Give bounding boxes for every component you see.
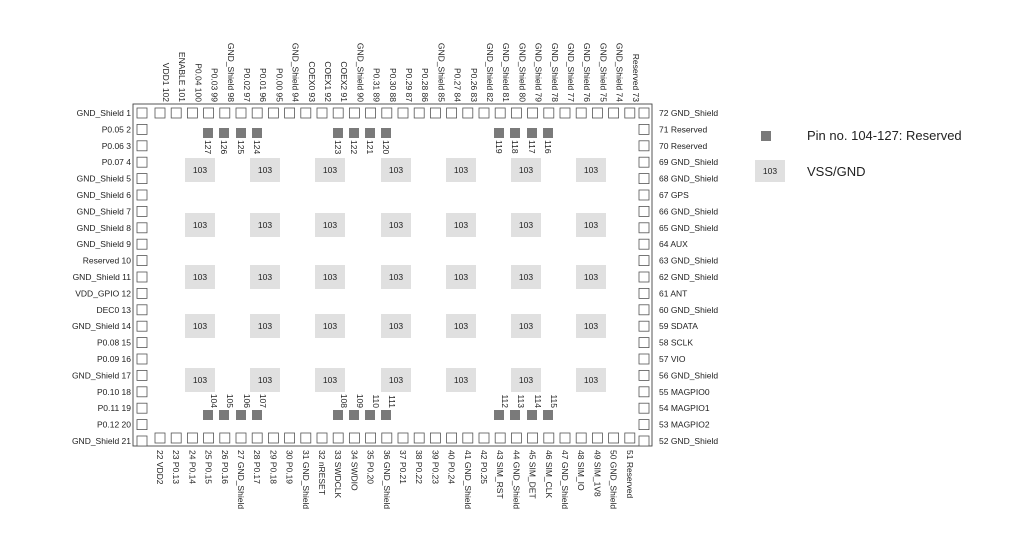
reserved-pad-top [543, 128, 553, 138]
gnd-pad-label: 103 [322, 375, 338, 385]
top-pin-label: GND_Shield 76 [582, 42, 593, 102]
bottom-pin-pad [414, 433, 424, 443]
left-pin-label: GND_Shield 17 [71, 370, 131, 381]
bottom-pin-pad [187, 433, 197, 443]
bottom-pin-pad [625, 433, 635, 443]
reserved-pad-top [527, 128, 537, 138]
top-pin-pad [171, 108, 181, 118]
right-pin-pad [639, 436, 649, 446]
left-pin-label: GND_Shield 8 [76, 222, 131, 233]
reserved-pad-top [365, 128, 375, 138]
top-pin-label: GND_Shield 98 [225, 42, 236, 103]
left-pin-pad [137, 354, 147, 364]
bottom-pin-pad [592, 433, 602, 443]
right-pin-pad [639, 256, 649, 266]
bottom-pin-label: 42 P0.25 [479, 450, 489, 485]
reserved-pad-bottom [494, 410, 504, 420]
bottom-pin-pad [252, 433, 262, 443]
top-pin-pad [220, 108, 230, 118]
right-pin-label: 55 MAGPIO0 [659, 386, 710, 397]
right-pin-label: 67 GPS [659, 190, 689, 200]
gnd-pad-label: 103 [453, 321, 469, 331]
left-pin-label: Reserved 10 [82, 255, 131, 266]
bottom-pin-pad [430, 433, 440, 443]
bottom-pin-label: 33 SWDCLK [333, 450, 344, 499]
bottom-pin-label: 31 GND_Shield [300, 450, 311, 510]
bottom-pin-label: 24 P0.14 [187, 450, 198, 485]
left-pin-label: P0.11 19 [97, 403, 131, 414]
legend-gnd [755, 160, 866, 182]
right-pin-pad [639, 223, 649, 233]
bottom-pin-label: 41 GND_Shield [462, 450, 473, 510]
bottom-pin-pad [236, 433, 246, 443]
right-pin-pad [639, 174, 649, 184]
bottom-pin-pad [447, 433, 457, 443]
left-pin-pad [137, 223, 147, 233]
top-pin-pad [317, 108, 327, 118]
bottom-pin-pad [576, 433, 586, 443]
left-pin-pad [137, 370, 147, 380]
top-pin-pad [479, 108, 489, 118]
reserved-pad-label: 110 [371, 394, 381, 408]
gnd-pad-label: 103 [453, 375, 469, 385]
bottom-pin-pad [544, 433, 554, 443]
right-pin-label: 53 MAGPIO2 [659, 419, 710, 430]
bottom-pin-pad [609, 433, 619, 443]
left-pin-label: GND_Shield 14 [71, 321, 131, 332]
gnd-pad-label: 103 [257, 272, 273, 282]
left-pin-label: DEC0 13 [96, 304, 131, 315]
bottom-pin-pad [463, 433, 473, 443]
top-pin-label: GND_Shield 90 [355, 42, 366, 102]
legend-gnd-text: VSS/GND [807, 163, 866, 179]
left-pin-label: P0.05 2 [101, 124, 131, 135]
top-pin-label: GND_Shield 79 [533, 42, 544, 102]
top-pin-pad [398, 108, 408, 118]
bottom-pin-label: 40 P0.24 [446, 450, 457, 485]
right-pin-label: 61 ANT [659, 288, 688, 299]
bottom-pin-pad [479, 433, 489, 443]
reserved-pad-bottom [365, 410, 375, 420]
bottom-pin-label: 26 P0.16 [219, 450, 230, 485]
left-pin-label: VDD_GPIO 12 [75, 288, 131, 299]
reserved-pad-bottom [349, 410, 359, 420]
gnd-pad-label: 103 [583, 165, 599, 175]
right-pin-label: 58 SCLK [659, 337, 694, 348]
bottom-pin-label: 23 P0.13 [171, 450, 182, 485]
top-pin-label: GND_Shield 81 [501, 42, 512, 102]
right-pin-label: 62 GND_Shield [659, 272, 719, 282]
right-pin-pad [639, 370, 649, 380]
bottom-pin-label: 48 SIM_IO [576, 450, 587, 491]
top-pin-pad [528, 108, 538, 118]
reserved-pad-top [381, 128, 391, 138]
right-pin-label: 69 GND_Shield [659, 157, 719, 168]
gnd-pad-label: 103 [322, 272, 338, 282]
reserved-pad-label: 126 [219, 140, 229, 155]
reserved-pad-top [494, 128, 504, 138]
gnd-pad-label: 103 [192, 272, 208, 282]
reserved-pad-bottom [333, 410, 343, 420]
top-pin-label: VDD1 102 [161, 62, 171, 102]
reserved-pad-top [252, 128, 262, 138]
bottom-pin-pad [382, 433, 392, 443]
bottom-pin-label: 28 P0.17 [252, 450, 263, 485]
right-pin-label: 54 MAGPIO1 [659, 403, 710, 414]
left-pin-label: GND_Shield 9 [76, 239, 131, 250]
bottom-pin-label: 27 GND_Shield [236, 450, 246, 510]
gnd-pad-label: 103 [583, 220, 599, 230]
gnd-pad-label: 103 [192, 220, 208, 230]
top-pin-label: GND_Shield 85 [436, 42, 447, 102]
top-pin-label: P0.28 86 [420, 67, 431, 102]
right-pin-pad [639, 305, 649, 315]
bottom-pin-label: 30 P0.19 [284, 450, 295, 485]
bottom-pin-pad [171, 433, 181, 443]
top-pin-label: GND_Shield 94 [290, 42, 301, 102]
left-pin-label: P0.06 3 [101, 140, 131, 151]
reserved-pad-label: 122 [349, 140, 359, 155]
top-pin-pad [366, 108, 376, 118]
top-pin-label: GND_Shield 82 [485, 42, 495, 102]
gnd-pad-label: 103 [583, 321, 599, 331]
reserved-pad-top [236, 128, 246, 138]
bottom-pin-pad [349, 433, 359, 443]
reserved-pad-label: 124 [252, 140, 262, 155]
gnd-pad-label: 103 [322, 321, 338, 331]
left-pin-pad [137, 256, 147, 266]
right-pin-pad [639, 338, 649, 348]
reserved-pad-bottom [543, 410, 553, 420]
top-pin-label: GND_Shield 75 [598, 42, 609, 102]
top-pin-label: P0.02 97 [242, 67, 252, 102]
gnd-swatch: 103 [755, 160, 785, 182]
top-pin-label: COEX1 92 [323, 61, 333, 102]
top-pin-pad [333, 108, 343, 118]
left-pin-pad [137, 124, 147, 134]
reserved-pad-label: 104 [209, 393, 219, 408]
bottom-pin-label: 49 SIM_1V8 [592, 450, 603, 497]
reserved-pad-bottom [510, 410, 520, 420]
bottom-pin-pad [317, 433, 327, 443]
top-pin-pad [560, 108, 570, 118]
top-pin-pad [447, 108, 457, 118]
reserved-pad-top [333, 128, 343, 138]
reserved-pad-bottom [527, 410, 537, 420]
bottom-pin-label: 25 P0.15 [203, 450, 214, 485]
top-pin-label: P0.30 88 [387, 67, 398, 102]
bottom-pin-label: 50 GND_Shield [608, 450, 619, 510]
right-pin-pad [639, 387, 649, 397]
top-pin-pad [544, 108, 554, 118]
right-pin-pad [639, 354, 649, 364]
top-pin-pad [495, 108, 505, 118]
top-pin-pad [285, 108, 295, 118]
left-pin-pad [137, 272, 147, 282]
right-pin-label: 65 GND_Shield [659, 222, 719, 233]
reserved-pad-top [219, 128, 229, 138]
top-pin-pad [349, 108, 359, 118]
bottom-pin-label: 37 P0.21 [398, 450, 408, 485]
bottom-pin-label: 39 P0.23 [430, 450, 441, 485]
reserved-pad-label: 125 [236, 140, 246, 155]
left-pin-pad [137, 305, 147, 315]
right-pin-pad [639, 141, 649, 151]
left-pin-pad [137, 288, 147, 298]
top-pin-label: GND_Shield 77 [566, 42, 576, 102]
top-pin-label: P0.27 84 [452, 67, 463, 102]
left-pin-pad [137, 108, 147, 118]
reserved-pad-top [510, 128, 520, 138]
top-pin-pad [430, 108, 440, 118]
left-pin-pad [137, 321, 147, 331]
bottom-pin-pad [285, 433, 295, 443]
gnd-pad-label: 103 [583, 375, 599, 385]
reserved-pad-label: 105 [225, 393, 235, 408]
top-pin-label: COEX0 93 [306, 61, 317, 102]
right-pin-pad [639, 239, 649, 249]
bottom-pin-label: 32 nRESET [317, 450, 327, 495]
right-pin-label: 60 GND_Shield [659, 304, 719, 315]
bottom-pin-label: 38 P0.22 [414, 450, 425, 485]
top-pin-pad [592, 108, 602, 118]
bottom-pin-pad [511, 433, 521, 443]
reserved-pad-label: 116 [543, 140, 553, 154]
top-pin-pad [252, 108, 262, 118]
bottom-pin-pad [204, 433, 214, 443]
left-pin-pad [137, 239, 147, 249]
top-pin-pad [463, 108, 473, 118]
right-pin-label: 68 GND_Shield [659, 173, 719, 184]
gnd-pad-label: 103 [192, 321, 208, 331]
reserved-pad-top [349, 128, 359, 138]
reserved-pad-bottom [381, 410, 391, 420]
right-pin-pad [639, 403, 649, 413]
bottom-pin-label: 47 GND_Shield [560, 450, 570, 510]
reserved-pad-bottom [236, 410, 246, 420]
legend-reserved [757, 128, 962, 143]
reserved-pad-label: 108 [339, 393, 349, 408]
bottom-pin-pad [333, 433, 343, 443]
right-pin-label: 72 GND_Shield [659, 108, 719, 118]
left-pin-pad [137, 420, 147, 430]
reserved-pad-label: 121 [365, 140, 375, 155]
bottom-pin-label: 35 P0.20 [365, 450, 376, 485]
left-pin-pad [137, 174, 147, 184]
left-pin-pad [137, 190, 147, 200]
bottom-pin-label: 22 VDD2 [155, 450, 165, 485]
gnd-pad-label: 103 [322, 220, 338, 230]
top-pin-label: P0.26 83 [468, 67, 479, 102]
bottom-pin-pad [366, 433, 376, 443]
left-pin-pad [137, 157, 147, 167]
bottom-pin-pad [220, 433, 230, 443]
right-pin-pad [639, 321, 649, 331]
top-pin-pad [576, 108, 586, 118]
left-pin-label: P0.10 18 [96, 386, 131, 397]
bottom-pin-pad [301, 433, 311, 443]
bottom-pin-label: 44 GND_Shield [511, 450, 522, 510]
top-pin-label: GND_Shield 74 [614, 42, 625, 102]
left-pin-label: P0.09 16 [96, 354, 131, 364]
right-pin-label: 71 Reserved [659, 124, 708, 135]
top-pin-label: GND_Shield 80 [517, 42, 528, 102]
bottom-pin-label: 45 SIM_DET [527, 450, 538, 499]
top-pin-pad [301, 108, 311, 118]
right-pin-label: 59 SDATA [659, 321, 698, 332]
gnd-pad-label: 103 [257, 321, 273, 331]
left-pin-pad [137, 141, 147, 151]
left-pin-pad [137, 387, 147, 397]
gnd-pad-label: 103 [388, 220, 404, 230]
legend-reserved-text: Pin no. 104-127: Reserved [807, 128, 962, 143]
gnd-pad-label: 103 [453, 220, 469, 230]
left-pin-pad [137, 206, 147, 216]
bottom-pin-label: 34 SWDIO [349, 450, 360, 491]
top-pin-label: P0.01 96 [258, 67, 269, 102]
gnd-pad-label: 103 [257, 375, 273, 385]
right-pin-pad [639, 206, 649, 216]
gnd-pad-label: 103 [192, 165, 208, 175]
bottom-pin-label: 43 SIM_RST [495, 450, 506, 499]
right-pin-label: 70 Reserved [659, 140, 708, 151]
bottom-pin-pad [398, 433, 408, 443]
top-pin-label: P0.00 95 [274, 67, 285, 102]
gnd-pad-label: 103 [192, 375, 208, 385]
left-pin-label: P0.08 15 [96, 337, 131, 348]
gnd-pad-label: 103 [583, 272, 599, 282]
top-pin-label: P0.03 99 [209, 67, 220, 102]
left-pin-label: P0.12 20 [96, 419, 131, 430]
bottom-pin-pad [560, 433, 570, 443]
left-pin-label: GND_Shield 21 [71, 436, 131, 446]
top-pin-label: GND_Shield 78 [549, 42, 560, 102]
top-pin-label: Reserved 73 [630, 53, 641, 102]
gnd-pad-label: 103 [257, 220, 273, 230]
right-pin-pad [639, 108, 649, 118]
right-pin-pad [639, 420, 649, 430]
top-pin-label: ENABLE 101 [177, 51, 188, 102]
reserved-pad-label: 107 [258, 393, 268, 408]
bottom-pin-label: 51 Reserved [624, 450, 635, 499]
gnd-pad-label: 103 [388, 321, 404, 331]
bottom-pin-pad [495, 433, 505, 443]
reserved-pad-bottom [203, 410, 213, 420]
reserved-pad-top [203, 128, 213, 138]
bottom-pin-pad [528, 433, 538, 443]
reserved-pad-bottom [219, 410, 229, 420]
top-pin-pad [382, 108, 392, 118]
right-pin-label: 57 VIO [659, 354, 686, 364]
right-pin-pad [639, 288, 649, 298]
top-pin-pad [414, 108, 424, 118]
reserved-pad-label: 114 [533, 394, 543, 408]
gnd-pad-label: 103 [518, 165, 534, 175]
top-pin-pad [155, 108, 165, 118]
left-pin-label: GND_Shield 11 [72, 272, 131, 282]
gnd-pad-label: 103 [453, 165, 469, 175]
right-pin-label: 56 GND_Shield [659, 370, 719, 381]
bottom-pin-label: 36 GND_Shield [381, 450, 392, 510]
reserved-pad-label: 113 [516, 394, 526, 408]
reserved-pad-label: 111 [387, 395, 397, 408]
top-pin-pad [609, 108, 619, 118]
reserved-pad-label: 118 [510, 140, 520, 154]
top-pin-label: P0.31 89 [371, 67, 382, 102]
reserved-pad-label: 119 [494, 140, 504, 154]
reserved-pad-bottom [252, 410, 262, 420]
right-pin-label: 63 GND_Shield [659, 255, 719, 266]
left-pin-pad [137, 338, 147, 348]
gnd-pad-label: 103 [453, 272, 469, 282]
top-pin-label: COEX2 91 [339, 61, 350, 102]
bottom-pin-pad [155, 433, 165, 443]
reserved-swatch [761, 131, 771, 141]
gnd-pad-label: 103 [388, 375, 404, 385]
left-pin-label: P0.07 4 [101, 157, 131, 168]
top-pin-pad [511, 108, 521, 118]
left-pin-pad [137, 403, 147, 413]
bottom-pin-pad [268, 433, 278, 443]
reserved-pad-label: 117 [527, 140, 537, 154]
reserved-pad-label: 127 [203, 140, 213, 155]
reserved-pad-label: 120 [381, 140, 391, 155]
gnd-pad-label: 103 [257, 165, 273, 175]
right-pin-pad [639, 124, 649, 134]
top-pin-label: P0.04 100 [193, 63, 204, 102]
reserved-pad-label: 115 [549, 394, 559, 408]
left-pin-label: GND_Shield 6 [76, 190, 131, 200]
left-pin-pad [137, 436, 147, 446]
left-pin-label: GND_Shield 7 [76, 206, 131, 217]
top-pin-label: P0.29 87 [404, 67, 414, 102]
gnd-pad-label: 103 [518, 375, 534, 385]
gnd-pad-label: 103 [518, 272, 534, 282]
gnd-pad-label: 103 [322, 165, 338, 175]
top-pin-pad [268, 108, 278, 118]
gnd-pad-label: 103 [388, 165, 404, 175]
right-pin-label: 66 GND_Shield [659, 206, 719, 217]
right-pin-pad [639, 190, 649, 200]
right-pin-pad [639, 272, 649, 282]
bottom-pin-label: 46 SIM_CLK [543, 450, 554, 499]
reserved-pad-label: 112 [500, 394, 510, 408]
top-pin-pad [236, 108, 246, 118]
reserved-pad-label: 106 [242, 393, 252, 408]
right-pin-label: 52 GND_Shield [659, 436, 719, 446]
left-pin-label: GND_Shield 5 [76, 173, 131, 184]
right-pin-pad [639, 157, 649, 167]
top-pin-pad [204, 108, 214, 118]
reserved-pad-label: 109 [355, 393, 365, 408]
left-pin-label: GND_Shield 1 [76, 108, 131, 118]
top-pin-pad [625, 108, 635, 118]
gnd-pad-label: 103 [388, 272, 404, 282]
bottom-pin-label: 29 P0.18 [268, 450, 279, 485]
right-pin-label: 64 AUX [659, 239, 688, 250]
reserved-pad-label: 123 [333, 140, 343, 155]
gnd-pad-label: 103 [518, 321, 534, 331]
top-pin-pad [187, 108, 197, 118]
gnd-pad-label: 103 [518, 220, 534, 230]
